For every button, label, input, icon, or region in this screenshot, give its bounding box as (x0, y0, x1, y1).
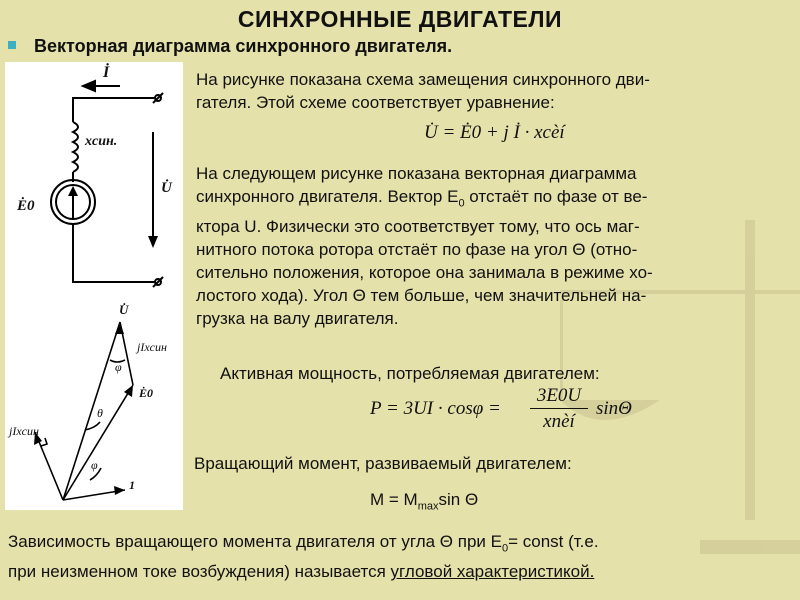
equivalent-circuit-svg (5, 62, 183, 300)
angle-phi-label: φ (115, 360, 122, 374)
angular-characteristic-term: угловой характеристикой. (390, 562, 595, 582)
para2-line6: лостого хода). Угол Θ тем больше, чем значительней на- (196, 286, 647, 306)
para2-line4: нитного потока ротора отстаёт по фазе на угол Θ (отно- (196, 240, 638, 260)
vec-jix-left-label: jIxсин (9, 424, 39, 438)
slide-title: СИНХРОННЫЕ ДВИГАТЕЛИ (237, 6, 563, 32)
para1-line1: На рисунке показана схема замещения синхронного дви- (196, 70, 650, 89)
para5-line1: Зависимость вращающего момента двигателя от угла Θ при $E_0=$ const (т.е. (8, 532, 599, 555)
para2-line7: грузка на валу двигателя. (196, 309, 399, 329)
paragraph-5 (8, 530, 599, 583)
paragraph-2 (196, 162, 653, 330)
vec-e0-label: Ė0 (139, 386, 154, 400)
circuit-figure (5, 62, 183, 300)
angle-phi-low-label: φ (91, 458, 98, 472)
vec-u-label: U̇ (119, 302, 129, 317)
reactance-label: xсин. (85, 134, 118, 149)
angle-theta-label: θ (97, 406, 103, 420)
current-vec-label: 1 (129, 478, 135, 492)
para5-line2: при неизменном токе возбуждения) называется угловой характеристикой. (8, 562, 595, 582)
para2-line2: синхронного двигателя. Вектор $E_0$ отстаёт по фазе от ве- (196, 187, 648, 210)
eq2-denominator: xпèí (543, 411, 575, 432)
para2-line1: На следующем рисунке показана векторная диаграмма (196, 164, 637, 183)
equation-1: U̇ = Ė0 + j İ · xсèí (424, 122, 565, 143)
eq2-left: P = 3UI · cosφ = (370, 398, 501, 419)
para2-line5: сительно положения, которое она занимала в режиме хо- (196, 263, 653, 283)
vector-diagram-figure (5, 300, 183, 510)
eq2-fraction (530, 384, 588, 435)
vec-jix-label: jIxсин (137, 340, 167, 354)
equation-3: $M = M_{max}\sin$ Θ (370, 490, 479, 513)
slide-subtitle (8, 36, 452, 57)
emf-label: Ė0 (17, 198, 35, 214)
vector-diagram-svg (5, 300, 183, 510)
subtitle-text: Векторная диаграмма синхронного двигателя. (34, 36, 453, 56)
eq2-numerator: 3E0U (530, 384, 588, 409)
paragraph-4: Вращающий момент, развиваемый двигателем: (194, 454, 572, 473)
paragraph-3: Активная мощность, потребляемая двигателем: (220, 364, 600, 383)
para1-line2: гателя. Этой схеме соответствует уравнение: (196, 93, 555, 112)
bullet-icon (8, 41, 16, 49)
para2-line3: ктора U. Физически это соответствует тому, что ось маг- (196, 217, 640, 237)
current-label: İ (103, 64, 110, 81)
equation-2 (370, 384, 690, 440)
voltage-label: U̇ (161, 180, 172, 196)
paragraph-1 (196, 68, 650, 114)
eq2-right: sinΘ (596, 398, 632, 419)
